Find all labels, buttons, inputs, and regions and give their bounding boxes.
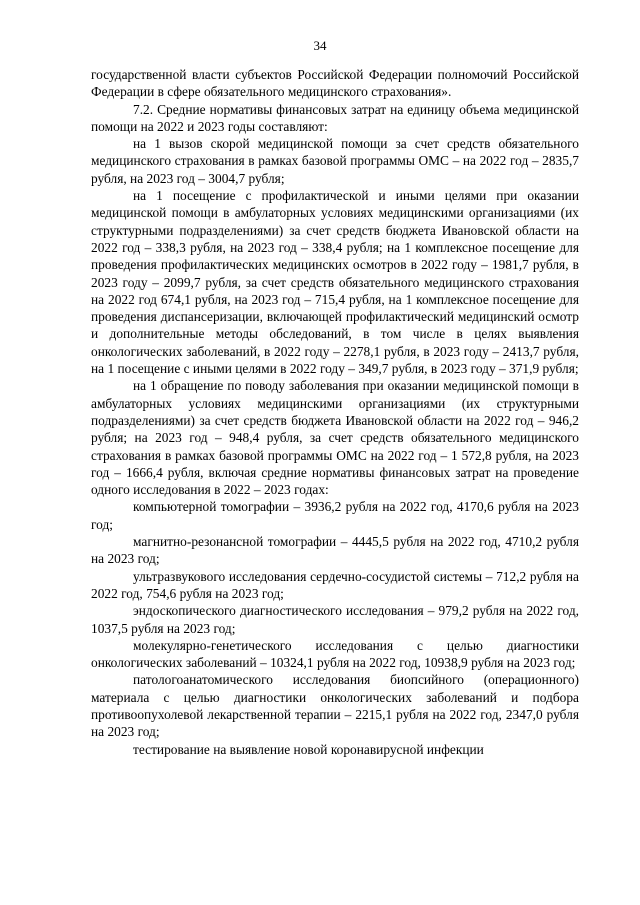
paragraph-section-7-2: 7.2. Средние нормативы финансовых затрат на единицу объема медицинской помощи на 2022 и 2023 годы составляют: bbox=[91, 101, 579, 134]
paragraph-disease-appeal: на 1 обращение по поводу заболевания при оказании медицинской помощи в амбулаторных условиях медицинскими организациями (их структурными подразделениями) за счет средств бюджета Ивановской области на 2022 год – 946,2 рубля; на 2023 год – 948,4 рубля, за счет средств обязательного медицинского страхования в рамках базовой программы ОМС на 2022 год – 1 572,8 рубля, на 2023 год – 1666,4 рубля, включая средние нормативы финансовых затрат на проведение одного исследования в 2022 – 2023 годах: bbox=[91, 378, 579, 498]
paragraph-mri: магнитно-резонансной томографии – 4445,5 рубля на 2022 год, 4710,2 рубля на 2023 год; bbox=[91, 534, 579, 567]
page-number: 34 bbox=[313, 38, 327, 53]
document-body bbox=[91, 66, 579, 758]
paragraph-coronavirus-testing: тестирование на выявление новой коронавирусной инфекции bbox=[133, 741, 484, 757]
paragraph-endoscopy: эндоскопического диагностического исследования – 979,2 рубля на 2022 год, 1037,5 рубля на 2023 год; bbox=[91, 603, 579, 636]
paragraph-molecular-genetic: молекулярно-генетического исследования с целью диагностики онкологических заболеваний – 10324,1 рубля на 2022 год, 10938,9 рубля на 2023 год; bbox=[91, 637, 579, 671]
paragraph-ct: компьютерной томографии – 3936,2 рубля на 2022 год, 4170,6 рубля на 2023 год; bbox=[91, 499, 579, 532]
paragraph-preventive-visit: на 1 посещение с профилактической и иными целями при оказании медицинской помощи в амбулаторных условиях медицинскими организациями (их структурными подразделениями) за счет средств бюджета Ивановской области на 2022 год – 338,3 рубля, на 2023 год – 338,4 рубля; на 1 комплексное посещение для проведения профилактических медицинских осмотров в 2022 году – 1981,7 рубля, в 2023 году – 2099,7 рубля, за счет средств обязательного медицинского страхования на 2022 год 674,1 рубля, на 2023 год – 715,4 рубля, на 1 комплексное посещение для проведения диспансеризации, включающей профилактический медицинский осмотр и дополнительные методы обследований, в том числе в целях выявления онкологических заболеваний, в 2022 году – 2278,1 рубля, в 2023 году – 2413,7 рубля, на 1 посещение с иными целями в 2022 году – 349,7 рубля, в 2023 году – 371,9 рубля; bbox=[91, 188, 579, 377]
paragraph-pathology: патологоанатомического исследования биопсийного (операционного) материала с целью диагностики онкологических заболеваний и подбора противоопухолевой лекарственной терапии – 2215,1 рубля на 2022 год, 2347,0 рубля на 2023 год; bbox=[91, 672, 579, 740]
paragraph-ultrasound: ультразвукового исследования сердечно-сосудистой системы – 712,2 рубля на 2022 год, 754,6 рубля на 2023 год; bbox=[91, 568, 579, 601]
paragraph-continuation: государственной власти субъектов Российской Федерации полномочий Российской Федерации в сфере обязательного медицинского страхования». bbox=[91, 67, 579, 100]
paragraph-ambulance-call: на 1 вызов скорой медицинской помощи за счет средств обязательного медицинского страхования в рамках базовой программы ОМС – на 2022 год – 2835,7 рубля, на 2023 год – 3004,7 рубля; bbox=[91, 136, 579, 186]
